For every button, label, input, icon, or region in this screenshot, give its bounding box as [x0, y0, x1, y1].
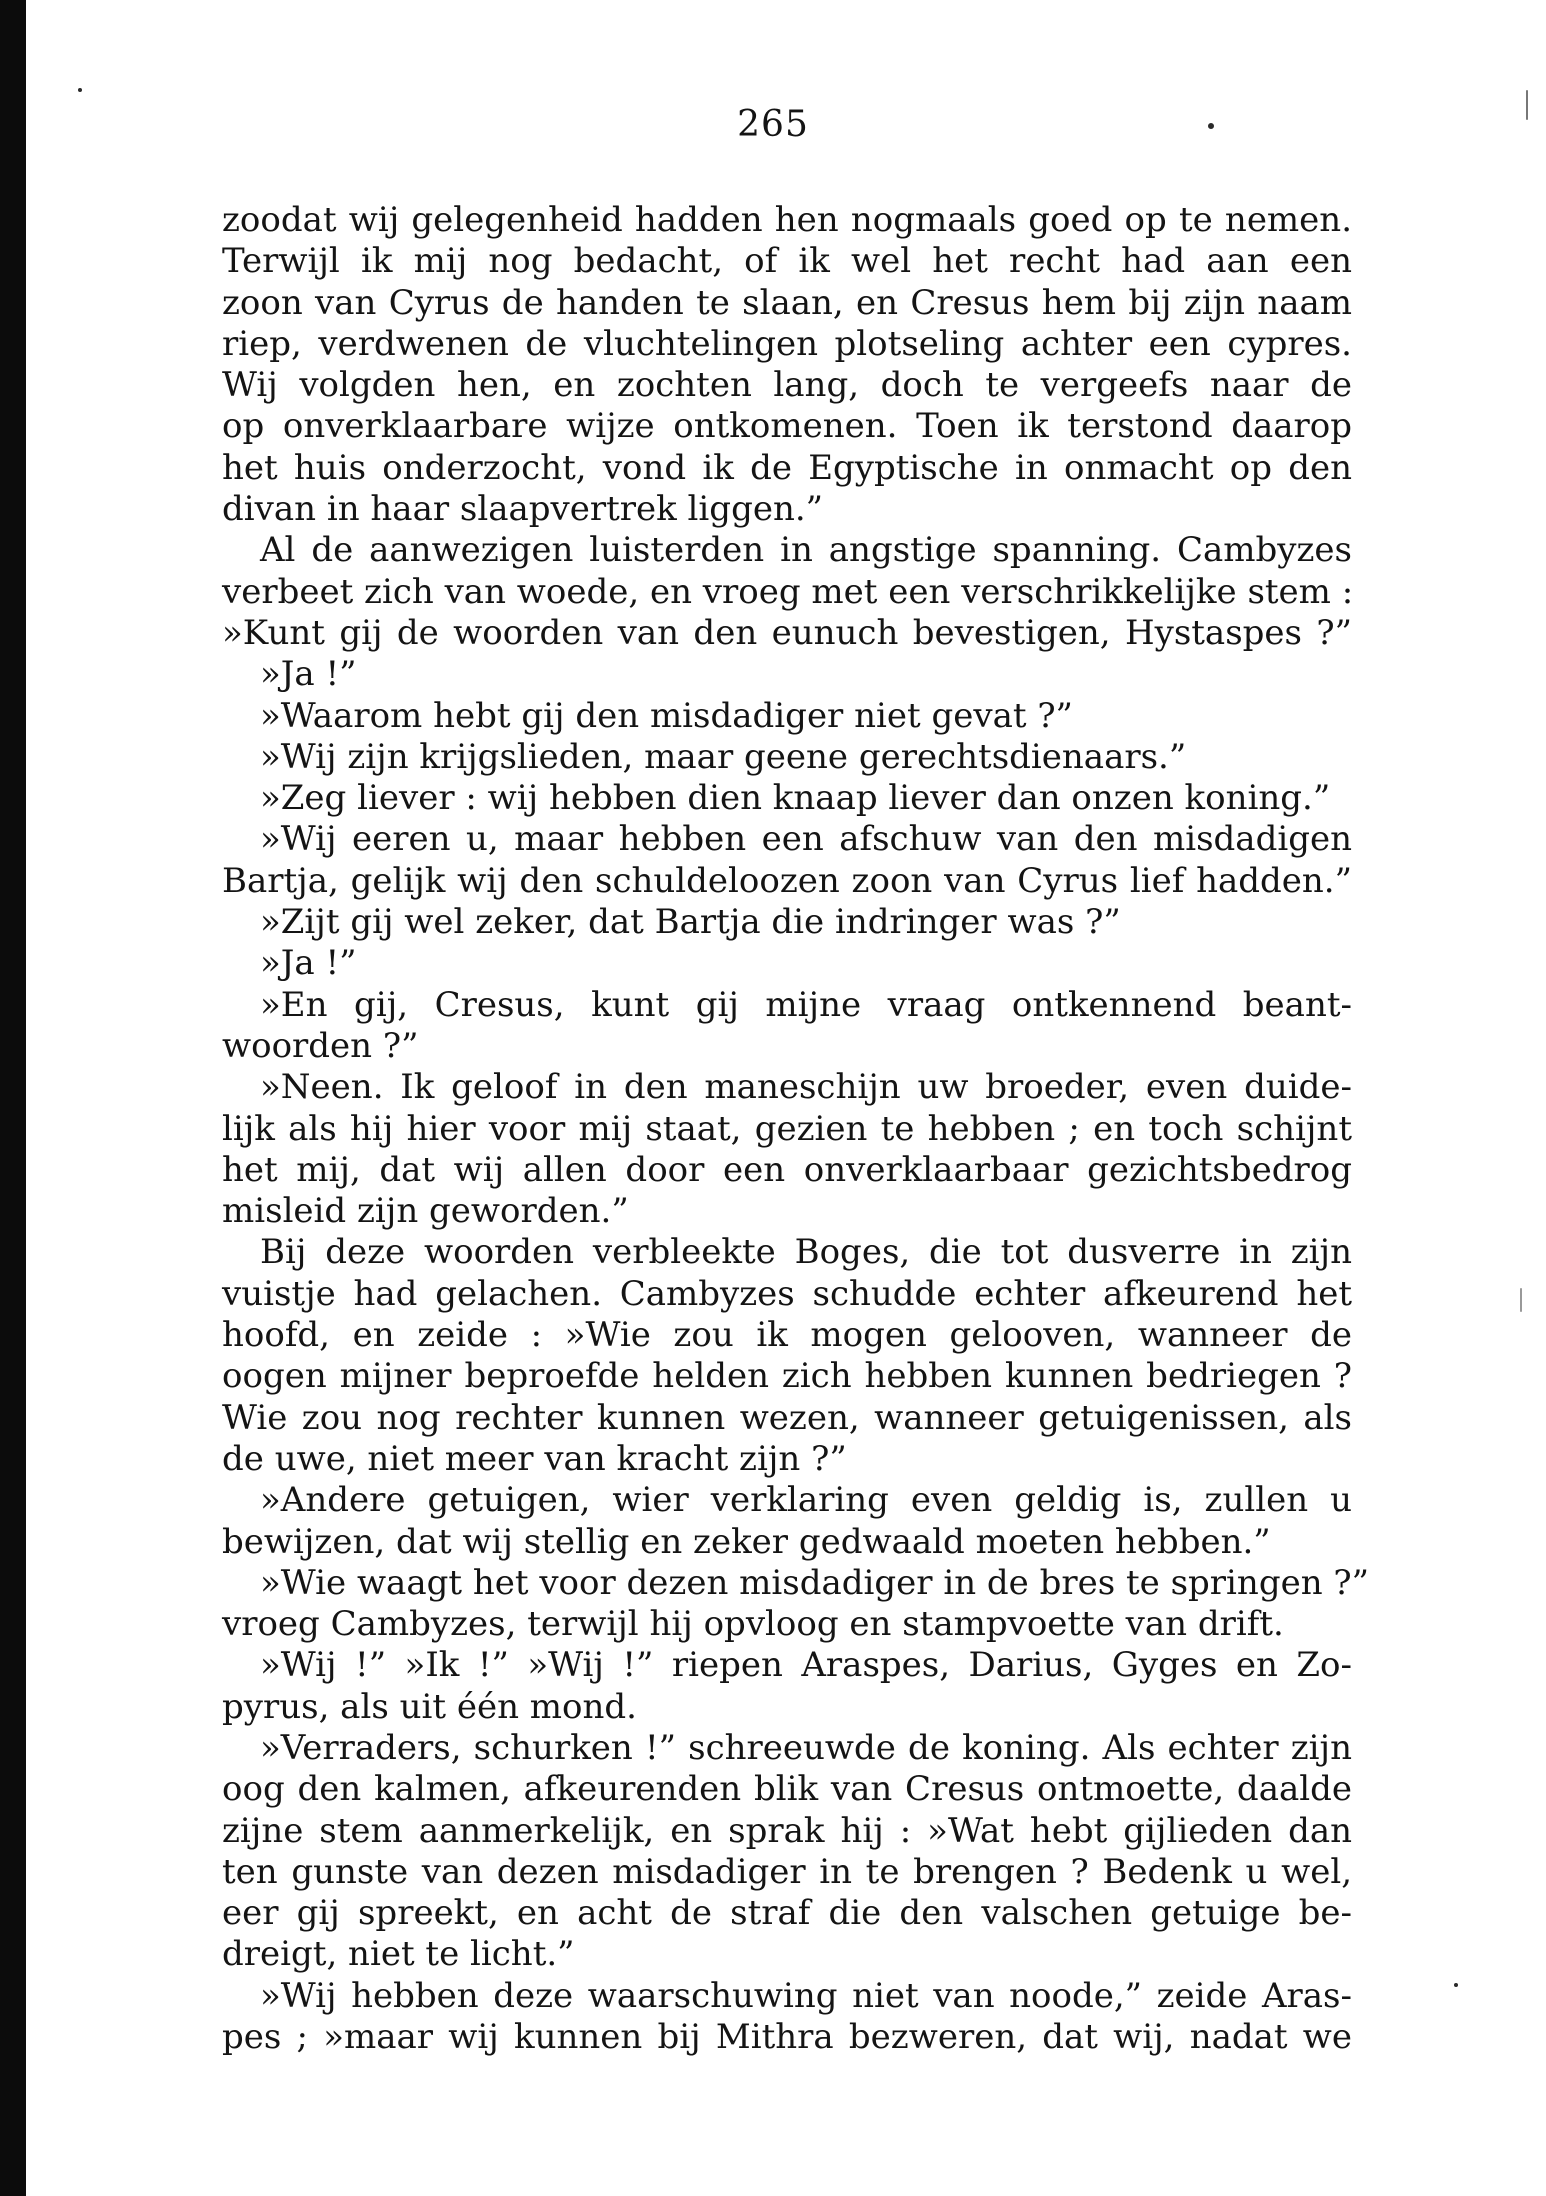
text-line: eer gij spreekt, en acht de straf die den valschen getuige be- — [222, 1893, 1352, 1934]
text-line: vuistje had gelachen. Cambyzes schudde echter afkeurend het — [222, 1273, 1352, 1314]
text-line: divan in haar slaapvertrek liggen.” — [222, 489, 824, 530]
text-line: Terwijl ik mij nog bedacht, of ik wel het recht had aan een — [222, 241, 1352, 282]
text-line: »Ja !” — [260, 654, 357, 695]
text-line: het mij, dat wij allen door een onverklaarbaar gezichtsbedrog — [222, 1149, 1352, 1190]
page-number: 265 — [737, 104, 809, 145]
text-line: Al de aanwezigen luisterden in angstige spanning. Cambyzes — [260, 530, 1352, 571]
text-line: oog den kalmen, afkeurenden blik van Cresus ontmoette, daalde — [222, 1769, 1352, 1810]
text-line: de uwe, niet meer van kracht zijn ?” — [222, 1438, 847, 1479]
text-line: »Wij hebben deze waarschuwing niet van noode,” zeide Aras- — [260, 1975, 1352, 2016]
text-line: »Wij !” »Ik !” »Wij !” riepen Araspes, Darius, Gyges en Zo- — [260, 1645, 1352, 1686]
text-line: het huis onderzocht, vond ik de Egyptische in onmacht op den — [222, 447, 1352, 488]
text-line: misleid zijn geworden.” — [222, 1191, 629, 1232]
text-line: »Neen. Ik geloof in den maneschijn uw broeder, even duide- — [260, 1067, 1352, 1108]
print-speck — [1520, 1288, 1522, 1312]
text-line: vroeg Cambyzes, terwijl hij opvloog en stampvoette van drift. — [222, 1604, 1284, 1645]
text-line: »Wij zijn krijgslieden, maar geene gerechtsdienaars.” — [260, 736, 1187, 777]
body-text — [222, 200, 1370, 2058]
text-line: riep, verdwenen de vluchtelingen plotseling achter een cypres. — [222, 323, 1352, 364]
text-line: dreigt, niet te licht.” — [222, 1934, 575, 1975]
print-speck — [78, 88, 82, 92]
text-line: zoon van Cyrus de handen te slaan, en Cresus hem bij zijn naam — [222, 282, 1352, 323]
text-line: »Zeg liever : wij hebben dien knaap liever dan onzen koning.” — [260, 778, 1331, 819]
text-line: zijne stem aanmerkelijk, en sprak hij : »Wat hebt gijlieden dan — [222, 1810, 1352, 1851]
text-line: »Verraders, schurken !” schreeuwde de koning. Als echter zijn — [260, 1727, 1352, 1768]
text-line: lijk als hij hier voor mij staat, gezien te hebben ; en toch schijnt — [222, 1108, 1352, 1149]
text-line: »En gij, Cresus, kunt gij mijne vraag ontkennend beant- — [260, 984, 1352, 1025]
text-line: bewijzen, dat wij stellig en zeker gedwaald moeten hebben.” — [222, 1521, 1271, 1562]
text-line: »Ja !” — [260, 943, 357, 984]
text-line: woorden ?” — [222, 1025, 419, 1066]
text-line: Wij volgden hen, en zochten lang, doch te vergeefs naar de — [222, 365, 1352, 406]
text-line: ten gunste van dezen misdadiger in te brengen ? Bedenk u wel, — [222, 1851, 1352, 1892]
text-line: »Andere getuigen, wier verklaring even geldig is, zullen u — [260, 1480, 1352, 1521]
binding-edge — [0, 0, 26, 2196]
text-line: Wie zou nog rechter kunnen wezen, wanneer getuigenissen, als — [222, 1397, 1352, 1438]
text-line: pes ; »maar wij kunnen bij Mithra bezweren, dat wij, nadat we — [222, 2017, 1352, 2058]
text-line: »Wij eeren u, maar hebben een afschuw van den misdadigen — [260, 819, 1352, 860]
text-line: »Kunt gij de woorden van den eunuch bevestigen, Hystaspes ?” — [222, 612, 1352, 653]
text-line: Bij deze woorden verbleekte Boges, die tot dusverre in zijn — [260, 1232, 1352, 1273]
text-line: Bartja, gelijk wij den schuldeloozen zoon van Cyrus lief hadden.” — [222, 860, 1352, 901]
print-speck — [1454, 1983, 1458, 1987]
text-line: »Waarom hebt gij den misdadiger niet gevat ?” — [260, 695, 1073, 736]
text-line: oogen mijner beproefde helden zich hebben kunnen bedriegen ? — [222, 1356, 1352, 1397]
text-line: pyrus, als uit één mond. — [222, 1686, 637, 1727]
text-line: op onverklaarbare wijze ontkomenen. Toen ik terstond daarop — [222, 406, 1352, 447]
text-line: hoofd, en zeide : »Wie zou ik mogen gelooven, wanneer de — [222, 1315, 1352, 1356]
text-line: zoodat wij gelegenheid hadden hen nogmaals goed op te nemen. — [222, 200, 1352, 240]
text-line: »Wie waagt het voor dezen misdadiger in de bres te springen ?” — [260, 1562, 1370, 1603]
text-line: »Zijt gij wel zeker, dat Bartja die indringer was ?” — [260, 902, 1121, 943]
text-line: verbeet zich van woede, en vroeg met een verschrikkelijke stem : — [222, 571, 1354, 612]
